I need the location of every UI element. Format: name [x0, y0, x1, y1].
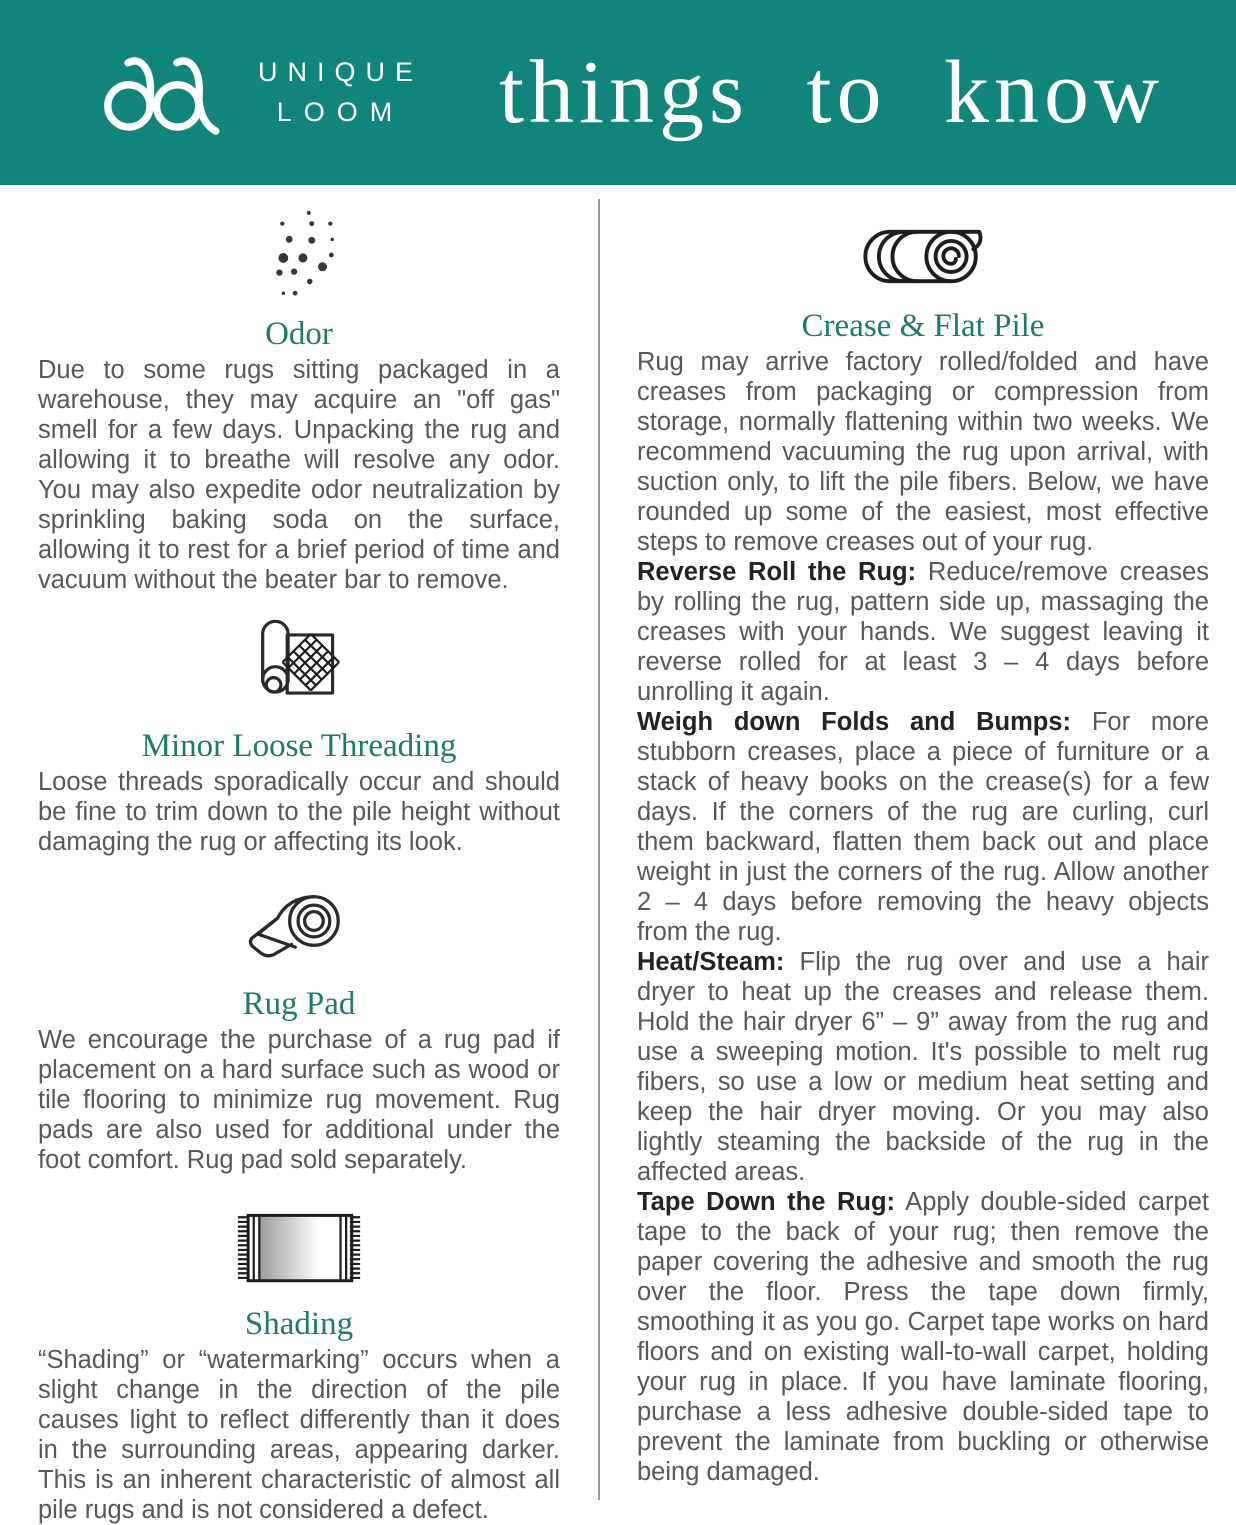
brand-line1: UNIQUE — [258, 57, 424, 88]
crease-title: Crease & Flat Pile — [801, 308, 1045, 344]
shading-title: Shading — [244, 1306, 354, 1342]
step-weigh-down — [637, 707, 1209, 947]
column-divider — [598, 199, 600, 1500]
rug-pad-roll-icon — [38, 883, 560, 973]
brand-logo — [98, 45, 423, 140]
step-weigh-down-label: Weigh down Folds and Bumps: — [637, 708, 1072, 736]
step-reverse-roll-text: Reduce/remove creases by rolling the rug, pattern side up, massaging the creases with your hands. We suggest leaving it reverse rolled for at least 3 – 4 days before unrolling it again. — [637, 558, 1209, 706]
rolled-rug-crosshatch-icon — [38, 613, 560, 715]
odor-paragraph: Due to some rugs sitting packaged in a warehouse, they may acquire an "off gas" smell for a few days. Unpacking the rug and allowing it to breathe will resolve any odor. You may also expedite odor neutralization by sprinkling baking soda on the surface, allowing it to rest for a brief period of time and vacuum without the beater bar to remove. — [38, 356, 560, 594]
fringed-rug-gradient-icon — [38, 1205, 560, 1293]
left-column — [38, 185, 560, 1525]
page-title: things to know — [498, 43, 1164, 142]
step-reverse-roll — [637, 557, 1209, 707]
rug-pad-paragraph: We encourage the purchase of a rug pad if placement on a hard surface such as wood or tile flooring to minimize rug movement. Rug pads are also used for additional under the foot comfort. Rug pad sold separately. — [38, 1026, 560, 1174]
odor-title: Odor — [265, 316, 333, 352]
step-heat-steam-label: Heat/Steam: — [637, 948, 785, 976]
rolled-rug-side-icon — [637, 225, 1209, 287]
crease-intro-paragraph: Rug may arrive factory rolled/folded and have creases from packaging or compression from storage, normally flattening within two weeks. We recommend vacuuming the rug upon arrival, with suction only, to lift the pile fibers. Below, we have rounded up some of the easiest, most effective steps to remove creases out of your rug. — [637, 348, 1209, 556]
right-column — [637, 185, 1209, 1487]
rug-pad-title: Rug Pad — [242, 986, 356, 1022]
content-area — [0, 185, 1236, 1524]
step-tape-down — [637, 1187, 1209, 1487]
odor-particles-icon — [38, 207, 560, 303]
step-tape-down-label: Tape Down the Rug: — [637, 1188, 896, 1216]
threading-paragraph: Loose threads sporadically occur and should be fine to trim down to the pile height without damaging the rug or affecting its look. — [38, 768, 560, 856]
header-band — [0, 0, 1236, 185]
step-tape-down-text: Apply double-sided carpet tape to the back of your rug; then remove the paper covering the adhesive and smooth the rug over the floor. Press the tape down firmly, smoothing it as you go. Carpet tape works on hard floors and on existing wall-to-wall carpet, holding your rug in place. If you have laminate flooring, purchase a less adhesive double-sided tape to prevent the laminate from buckling or otherwise being damaged. — [637, 1188, 1209, 1486]
unique-loom-logo-icon — [98, 45, 228, 140]
step-weigh-down-text: For more stubborn creases, place a piece of furniture or a stack of heavy books on the crease(s) for a few days. If the corners of the rug are curling, curl them backward, flatten them back out and place weight in just the corners of the rug. Allow another 2 – 4 days before removing the heavy objects from the rug. — [637, 708, 1209, 946]
step-heat-steam — [637, 947, 1209, 1187]
step-heat-steam-text: Flip the rug over and use a hair dryer to heat up the creases and release them. Hold the hair dryer 6” – 9” away from the rug and use a sweeping motion. It's possible to melt rug fibers, so use a low or medium heat setting and keep the hair dryer moving. Or you may also lightly steaming the backside of the rug in the affected areas. — [637, 948, 1209, 1186]
step-reverse-roll-label: Reverse Roll the Rug: — [637, 558, 917, 586]
threading-title: Minor Loose Threading — [141, 728, 457, 764]
brand-line2: LOOM — [276, 96, 405, 127]
shading-paragraph: “Shading” or “watermarking” occurs when a slight change in the direction of the pile causes light to reflect differently than it does in the surrounding areas, appearing darker. This is an inherent characteristic of almost all pile rugs and is not considered a defect. — [38, 1346, 560, 1524]
brand-name — [258, 53, 423, 131]
